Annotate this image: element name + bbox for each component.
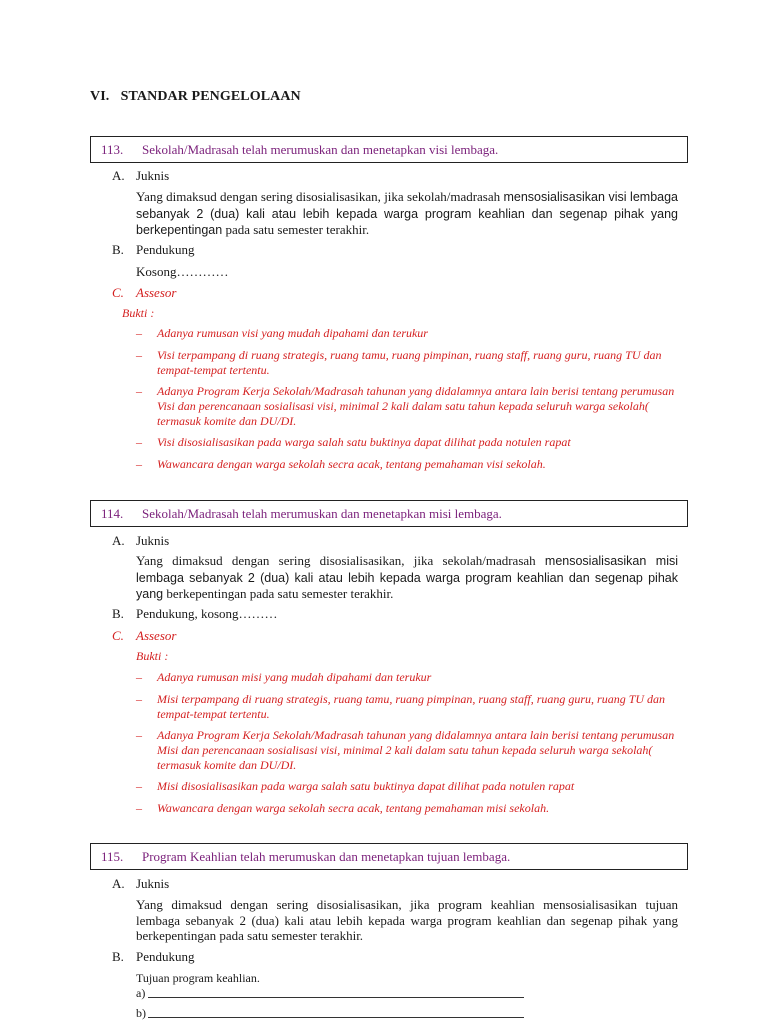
item-number: 114. — [101, 506, 124, 521]
assesor-label: Assesor — [136, 628, 177, 643]
section-title: STANDAR PENGELOLAAN — [120, 89, 301, 104]
bukti-list — [136, 670, 676, 816]
juknis-text — [136, 189, 678, 239]
list-item: – Adanya Program Kerja Sekolah/Madrasah tahunan yang didalamnya antara lain berisi tentang perumusan Misi dan perencanaan sosialisasi visi, minimal 2 kali dalam satu tahun kepada seluruh warga sekolah( termasuk komite dan DU/DI. — [136, 728, 676, 773]
blank-line-label-a: a) — [136, 986, 146, 1000]
pendukung-letter: B. — [112, 242, 124, 257]
section-heading — [90, 89, 301, 105]
blank-line-label-b: b) — [136, 1006, 146, 1020]
item-title: Sekolah/Madrasah telah merumuskan dan menetapkan misi lembaga. — [142, 506, 502, 521]
assesor-label: Assesor — [136, 285, 177, 300]
juknis-letter: A. — [112, 533, 125, 548]
tujuan-label: Tujuan program keahlian. — [136, 971, 260, 985]
list-item: – Adanya Program Kerja Sekolah/Madrasah tahunan yang didalamnya antara lain berisi tentang perumusan Visi dan perencanaan sosialisasi visi, minimal 2 kali dalam satu tahun kepada seluruh warga sekolah( termasuk komite dan DU/DI. — [136, 384, 676, 429]
bukti-label: Bukti : — [122, 306, 155, 320]
juknis-letter: A. — [112, 168, 125, 183]
juknis-label: Juknis — [136, 876, 170, 891]
blank-line-b[interactable] — [148, 1017, 524, 1018]
list-item: – Wawancara dengan warga sekolah secra acak, tentang pemahaman misi sekolah. — [136, 801, 676, 816]
assesor-letter: C. — [112, 285, 124, 300]
juknis-text-end: pada satu semester terakhir. — [225, 222, 370, 237]
juknis-label: Juknis — [136, 533, 170, 548]
item-114-box — [90, 500, 688, 527]
juknis-text-serif: Yang dimaksud dengan sering disosialisasikan, jika sekolah/madrasah — [136, 553, 536, 568]
list-item: – Visi terpampang di ruang strategis, ruang tamu, ruang pimpinan, ruang staff, ruang guru, ruang TU dan tempat-tempat tertentu. — [136, 348, 676, 378]
juknis-text-sans: mensosialisasikan misi lembaga sebanyak 2 (dua) kali atau lebih kepada warga program keahlian dan segenap pihak yang — [136, 554, 679, 601]
pendukung-value: Kosong………… — [136, 264, 229, 279]
pendukung-label: Pendukung — [136, 949, 195, 964]
pendukung-label: Pendukung, kosong……… — [136, 606, 278, 621]
juknis-text-serif: Yang dimaksud dengan sering disosialisasikan, jika sekolah/madrasah — [136, 189, 501, 204]
list-item: – Visi disosialisasikan pada warga salah satu buktinya dapat dilihat pada notulen rapat — [136, 435, 676, 450]
assesor-letter: C. — [112, 628, 124, 643]
section-number: VI. — [90, 89, 110, 104]
list-item: – Wawancara dengan warga sekolah secra acak, tentang pemahaman visi sekolah. — [136, 457, 676, 472]
item-title: Program Keahlian telah merumuskan dan menetapkan tujuan lembaga. — [142, 849, 511, 864]
juknis-letter: A. — [112, 876, 125, 891]
juknis-text — [136, 553, 678, 603]
item-115-box — [90, 843, 688, 870]
list-item: – Adanya rumusan misi yang mudah dipahami dan terukur — [136, 670, 676, 685]
pendukung-letter: B. — [112, 949, 124, 964]
blank-line-a[interactable] — [148, 997, 524, 998]
pendukung-label: Pendukung — [136, 242, 195, 257]
list-item: – Misi disosialisasikan pada warga salah satu buktinya dapat dilihat pada notulen rapat — [136, 779, 676, 794]
list-item: – Adanya rumusan visi yang mudah dipahami dan terukur — [136, 326, 676, 341]
juknis-text-sans: mensosialisasikan visi lembaga sebanyak 2 (dua) kali atau lebih kepada warga program keahlian dan segenap pihak yang berkepentingan — [136, 190, 678, 237]
item-title: Sekolah/Madrasah telah merumuskan dan menetapkan visi lembaga. — [142, 142, 499, 157]
juknis-text-end: berkepentingan pada satu semester terakhir. — [166, 586, 394, 601]
item-number: 113. — [101, 142, 124, 157]
pendukung-letter: B. — [112, 606, 124, 621]
bukti-label: Bukti : — [136, 649, 169, 663]
list-item: – Misi terpampang di ruang strategis, ruang tamu, ruang pimpinan, ruang staff, ruang guru, ruang TU dan tempat-tempat tertentu. — [136, 692, 676, 722]
juknis-label: Juknis — [136, 168, 170, 183]
bukti-list — [136, 326, 676, 472]
item-number: 115. — [101, 849, 124, 864]
item-113-box — [90, 136, 688, 163]
juknis-text: Yang dimaksud dengan sering disosialisasikan, jika program keahlian mensosialisasikan tujuan lembaga sebanyak 2 (dua) kali atau lebih kepada warga program keahlian dan segenap pihak yang berkepentingan pada satu semester terakhir. — [136, 897, 678, 943]
